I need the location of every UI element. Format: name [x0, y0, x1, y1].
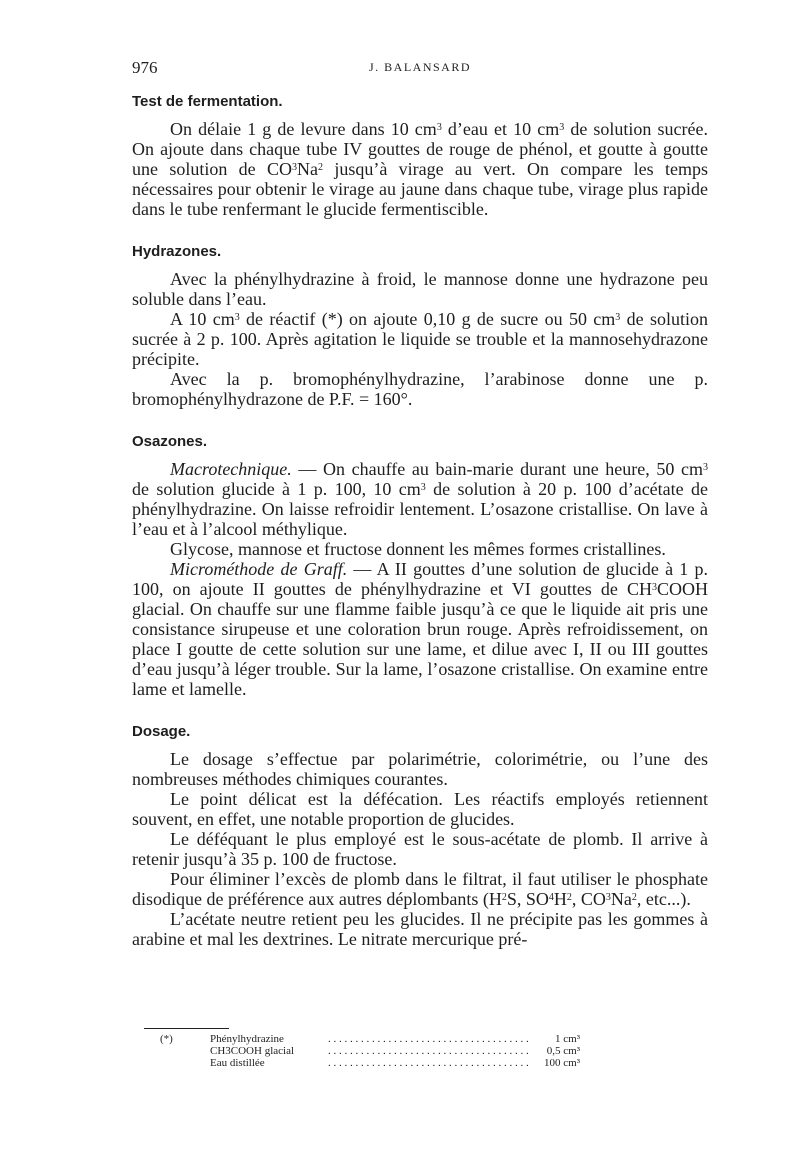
paragraph: Microméthode de Graff. — A II gouttes d’une solution de glucide à 1 p. 100, on ajoute II gouttes de phénylhydrazine et VI gouttes de $CH^3COOH$ glacial. On chauffe sur une flamme faible jusqu’à ce que le liquide ait pris une consistance sirupeuse et une coloration brun rouge. Après refroidissement, on place I goutte de cette solution sur une lame, et dilue avec I, II ou III gouttes d’eau jusqu’à léger trouble. Sur la lame, l’osazone cristallise. On examine entre lame et lamelle. [132, 559, 708, 699]
section-hydrazones [132, 242, 708, 409]
page-header [132, 58, 708, 82]
section-title: Osazones. [132, 433, 208, 450]
footnote-row [160, 1033, 580, 1045]
paragraph: Avec la phénylhydrazine à froid, le mannose donne une hydrazone peu soluble dans l’eau. [132, 269, 708, 309]
footnote-marker: (*) [160, 1033, 173, 1045]
paragraph: Avec la p. bromophénylhydrazine, l’arabinose donne une p. bromophénylhydrazone de P.F. = 160°. [132, 369, 708, 409]
footnote [160, 1033, 580, 1069]
section-osazones [132, 432, 708, 699]
paragraph: Pour éliminer l’excès de plomb dans le filtrat, il faut utiliser le phosphate disodique de préférence aux autres déplombants ($H^2S$, $SO^4H^2$, $CO^3Na^2$, etc...). [132, 869, 708, 909]
footnote-item-qty: 0,5 cm³ [546, 1045, 580, 1057]
page-body [132, 92, 708, 972]
paragraph: L’acétate neutre retient peu les glucides. Il ne précipite pas les gommes à arabine et mal les dextrines. Le nitrate mercurique pré- [132, 909, 708, 949]
page-number: 976 [132, 58, 158, 77]
footnote-divider [144, 1028, 229, 1029]
footnote-row [160, 1057, 580, 1069]
dot-leader [328, 1057, 528, 1069]
footnote-item-name: CH3COOH glacial [210, 1045, 295, 1057]
paragraph: A 10 $cm^3$ de réactif (*) on ajoute 0,10 g de sucre ou 50 $cm^3$ de solution sucrée à 2 p. 100. Après agitation le liquide se trouble et la mannosehydrazone précipite. [132, 309, 708, 369]
paragraph: Le dosage s’effectue par polarimétrie, colorimétrie, ou l’une des nombreuses méthodes chimiques courantes. [132, 749, 708, 789]
footnote-item-qty: 100 cm³ [544, 1057, 580, 1069]
footnote-item-qty: 1 cm³ [555, 1033, 580, 1045]
paragraph: Glycose, mannose et fructose donnent les mêmes formes cristallines. [170, 539, 666, 559]
footnote-item-name: Eau distillée [210, 1057, 265, 1069]
section-dosage [132, 722, 708, 949]
paragraph: Le déféquant le plus employé est le sous-acétate de plomb. Il arrive à retenir jusqu’à 35 p. 100 de fructose. [132, 829, 708, 869]
running-title: J. BALANSARD [368, 60, 471, 74]
section-title: Test de fermentation. [132, 93, 283, 110]
footnote-row [160, 1045, 580, 1057]
section-title: Hydrazones. [132, 243, 222, 260]
footnote-item-name: Phénylhydrazine [210, 1033, 284, 1045]
paragraph: On délaie 1 g de levure dans 10 $cm^3$ d’eau et 10 $cm^3$ de solution sucrée. On ajoute dans chaque tube IV gouttes de rouge de phénol, et goutte à goutte une solution de $CO^3Na^2$ jusqu’à virage au vert. On compare les temps nécessaires pour obtenir le virage au jaune dans chaque tube, virage plus rapide dans le tube renfermant le glucide fermentiscible. [132, 119, 709, 219]
paragraph: Le point délicat est la défécation. Les réactifs employés retiennent souvent, en effet, une notable proportion de glucides. [132, 789, 708, 829]
dot-leader [328, 1033, 528, 1045]
section-fermentation [132, 92, 708, 219]
section-title: Dosage. [132, 723, 191, 740]
dot-leader [328, 1045, 528, 1057]
paragraph: Macrotechnique. — On chauffe au bain-marie durant une heure, 50 $cm^3$ de solution glucide à 1 p. 100, 10 $cm^3$ de solution à 20 p. 100 d’acétate de phénylhydrazine. On laisse refroidir lentement. L’osazone cristallise. On lave à l’eau et à l’alcool méthylique. [132, 459, 708, 539]
